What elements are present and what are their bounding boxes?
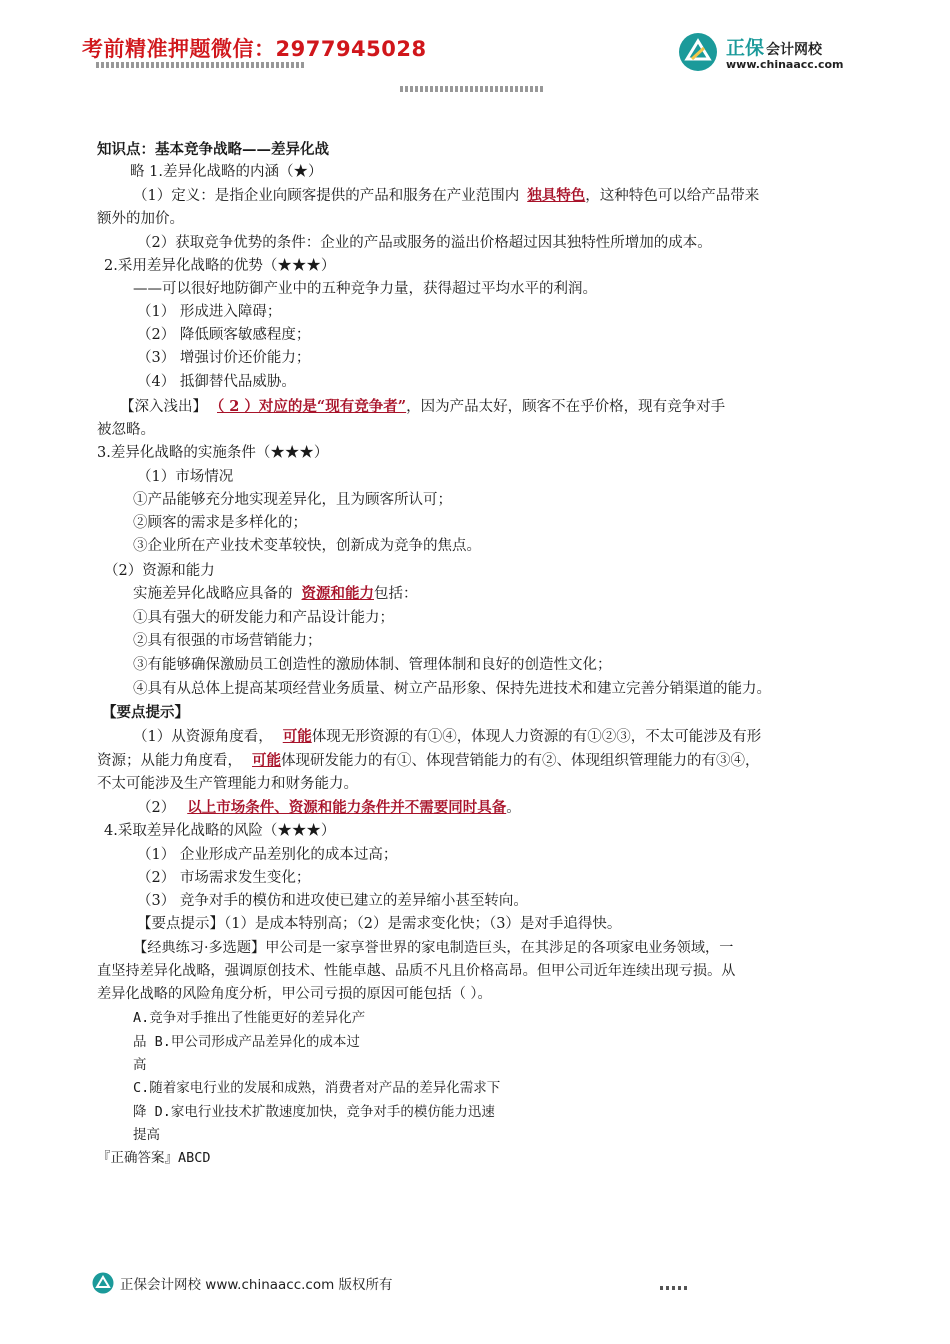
emphasis-text: 资源和能力 [301,585,374,602]
text-line: 资源；从能力角度看， 可能体现研发能力的有①、体现营销能力的有②、体现组织管理能力的有③④， [97,752,760,769]
text-line: （2） 市场需求发生变化； [137,870,311,886]
exercise-line: 差异化战略的风险角度分析，甲公司亏损的原因可能包括（ ）。 [97,986,492,1002]
brand-url: www.chinaacc.com [726,58,844,71]
text-line: 【深入浅出】 （ 2 ）对应的是“现有竞争者”，因为产品太好，顾客不在乎价格，现有竞争对手 [120,398,726,415]
option-line: 高 [133,1057,147,1073]
text-line: ①产品能够充分地实现差异化，且为顾客所认可； [133,492,452,508]
text-line: 【要点提示】（1）是成本特别高；（2）是需求变化快；（3）是对手追得快。 [137,916,622,932]
brand-logo-icon [678,32,718,72]
header-strip-left [96,62,306,68]
emphasis-text: 可能 [282,728,312,745]
footer-logo-icon [92,1272,114,1294]
text-line: （2）获取竞争优势的条件：企业的产品或服务的溢出价格超过因其独特性所增加的成本。 [137,235,712,251]
option-line: C.随着家电行业的发展和成熟，消费者对产品的差异化需求下 [133,1080,501,1096]
text-line: ④具有从总体上提高某项经营业务质量、树立产品形象、保持先进技术和建立完善分销渠道的能力。 [133,681,771,697]
text-line: 3.差异化战略的实施条件（★★★） [97,445,329,461]
exercise-line: 【经典练习·多选题】甲公司是一家享誉世界的家电制造巨头，在其涉足的各项家电业务领域，一 [133,940,734,956]
text-line: （2）资源和能力 [104,563,215,579]
emphasis-text: （ 2 ）对应的是“现有竞争者” [217,398,407,415]
text-line: ③企业所在产业技术变革较快，创新成为竞争的焦点。 [133,538,481,554]
text-line: 略 1.差异化战略的内涵（★） [130,164,323,180]
text-line: （2） 降低顾客敏感程度； [137,327,311,343]
text-line: （1）市场情况 [137,469,234,485]
text-line: ——可以很好地防御产业中的五种竞争力量，获得超过平均水平的利润。 [133,281,597,297]
text-line: 4.采取差异化战略的风险（★★★） [104,823,336,839]
header-strip-title [400,86,545,92]
text-line: ②顾客的需求是多样化的； [133,515,307,531]
brand-logo [676,30,866,78]
text-line: 2.采用差异化战略的优势（★★★） [104,258,336,274]
emphasis-text: 以上市场条件、资源和能力条件并不需要同时具备 [187,799,507,816]
text-line: 实施差异化战略应具备的 资源和能力包括： [133,585,418,602]
promo-banner: 考前精准押题微信：2977945028 [82,37,427,61]
emphasis-text: 可能 [252,752,281,769]
option-line: 品 B.甲公司形成产品差异化的成本过 [133,1034,360,1050]
text-line: （1）从资源角度看， 可能体现无形资源的有①④，体现人力资源的有①②③，不太可能涉及有形 [133,728,762,745]
option-line: 提高 [133,1127,160,1143]
emphasis-text: 独具特色 [527,187,586,204]
text-line: 被忽略。 [97,422,155,438]
brand-name: 正保 会计网校 [726,37,823,59]
text-line: （2） 以上市场条件、资源和能力条件并不需要同时具备。 [137,799,521,816]
option-line: A.竞争对手推出了性能更好的差异化产 [133,1010,366,1026]
exercise-line: 直坚持差异化战略，强调原创技术、性能卓越、品质不凡且价格高昂。但甲公司近年连续出现亏损。从 [97,963,736,979]
tip-heading: 【要点提示】 [102,704,189,721]
page-number-mark [660,1286,688,1290]
text-line: ②具有很强的市场营销能力； [133,633,322,649]
section-heading: 知识点：基本竞争战略——差异化战 [97,141,329,158]
text-line: （3） 增强讨价还价能力； [137,350,311,366]
footer-copyright: 正保会计网校 www.chinaacc.com 版权所有 [120,1277,393,1293]
text-line: （3） 竞争对手的模仿和进攻使已建立的差异缩小甚至转向。 [137,893,528,909]
text-line: ③有能够确保激励员工创造性的激励体制、管理体制和良好的创造性文化； [133,657,612,673]
answer-line: 『正确答案』ABCD [97,1150,211,1166]
text-line: ①具有强大的研发能力和产品设计能力； [133,610,394,626]
text-line: （1） 企业形成产品差别化的成本过高； [137,847,398,863]
option-line: 降 D.家电行业技术扩散速度加快，竞争对手的模仿能力迅速 [133,1104,495,1120]
text-line: （1）定义：是指企业向顾客提供的产品和服务在产业范围内 独具特色，这种特色可以给产品带来 [133,187,760,204]
text-line: 额外的加价。 [97,211,184,227]
text-line: 不太可能涉及生产管理能力和财务能力。 [97,776,358,792]
text-line: （4） 抵御替代品威胁。 [137,374,296,390]
text-line: （1） 形成进入障碍； [137,304,282,320]
